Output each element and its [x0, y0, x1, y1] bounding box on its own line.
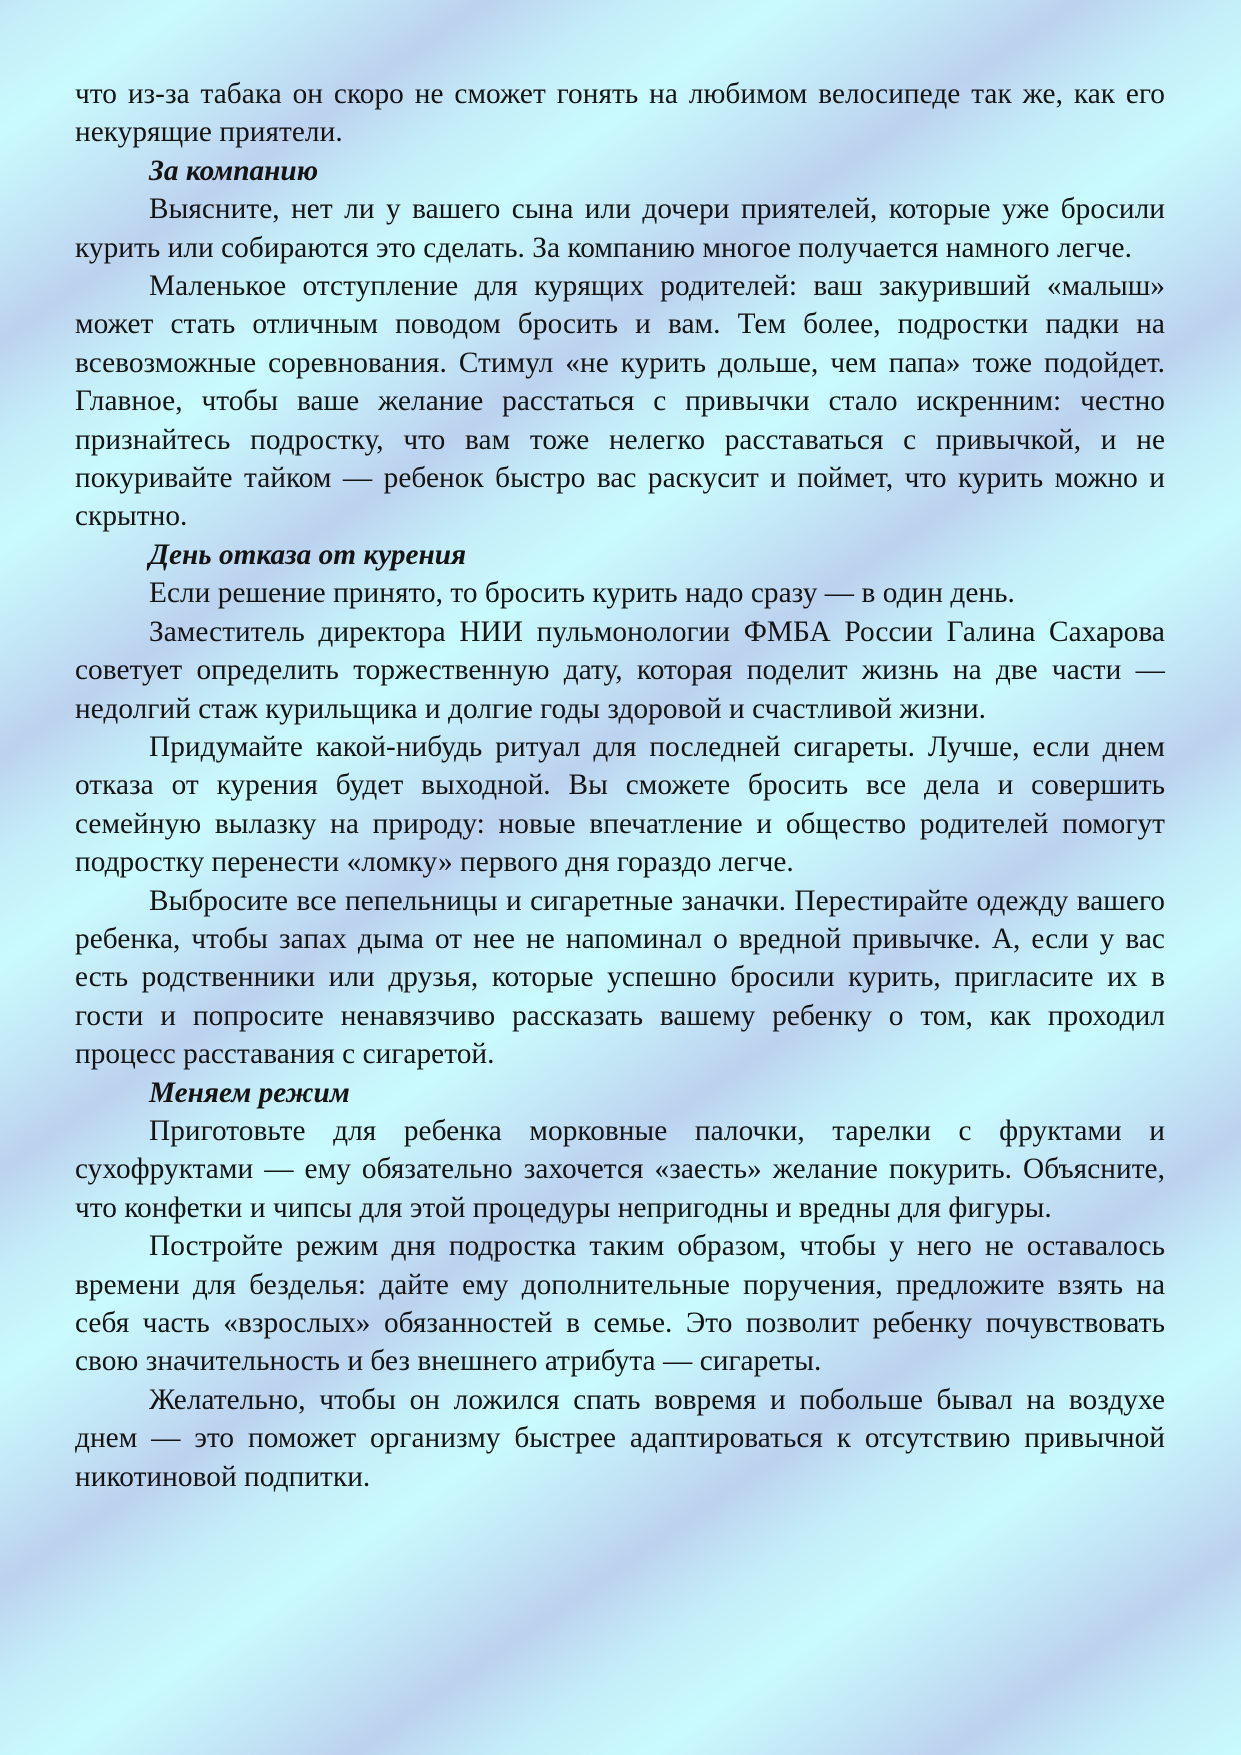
paragraph: Выясните, нет ли у вашего сына или дочери приятелей, которые уже бросили курить или собираются это сделать. За компанию многое получается намного легче. — [75, 193, 1165, 264]
document-page — [75, 75, 1165, 1496]
paragraph-continued: что из-за табака он скоро не сможет гонять на любимом велосипеде так же, как его некурящие приятели. — [75, 78, 1165, 149]
paragraph: Приготовьте для ребенка морковные палочки, тарелки с фруктами и сухофруктами — ему обязательно захочется «заесть» желание покурить. Объясните, что конфетки и чипсы для этой процедуры непригодны и вредны для фигуры. — [75, 1114, 1165, 1224]
paragraph: Желательно, чтобы он ложился спать вовремя и побольше бывал на воздухе днем — это поможет организму быстрее адаптироваться к отсутствию привычной никотиновой подпитки. — [75, 1383, 1165, 1493]
paragraph: Придумайте какой-нибудь ритуал для последней сигареты. Лучше, если днем отказа от курения будет выходной. Вы сможете бросить все дела и совершить семейную вылазку на природу: новые впечатление и общество родителей помогут подростку перенести «ломку» первого дня гораздо легче. — [75, 730, 1165, 879]
paragraph: Выбросите все пепельницы и сигаретные заначки. Перестирайте одежду вашего ребенка, чтобы запах дыма от нее не напоминал о вредной привычке. А, если у вас есть родственники или друзья, которые успешно бросили курить, пригласите их в гости и попросите ненавязчиво рассказать вашему ребенку о том, как проходил процесс расставания с сигаретой. — [75, 884, 1165, 1071]
section-heading-quit-day: День отказа от курения — [149, 538, 467, 571]
section-heading-change-routine: Меняем режим — [149, 1076, 350, 1109]
paragraph: Заместитель директора НИИ пульмонологии ФМБА России Галина Сахарова советует определить торжественную дату, которая поделит жизнь на две части — недолгий стаж курильщика и долгие годы здоровой и счастливой жизни. — [75, 615, 1165, 725]
paragraph: Постройте режим дня подростка таким образом, чтобы у него не оставалось времени для безделья: дайте ему дополнительные поручения, предложите взять на себя часть «взрослых» обязанностей в семье. Это позволит ребенку почувствовать свою значительность и без внешнего атрибута — сигареты. — [75, 1230, 1165, 1378]
paragraph: Маленькое отступление для курящих родителей: ваш закуривший «малыш» может стать отличным поводом бросить и вам. Тем более, подростки падки на всевозможные соревнования. Стимул «не курить дольше, чем папа» тоже подойдет. Главное, чтобы ваше желание расстаться с привычки стало искренним: честно признайтесь подростку, что вам тоже нелегко расставаться с привычкой, и не покуривайте тайком — ребенок быстро вас раскусит и поймет, что курить можно и скрытно. — [75, 270, 1165, 533]
section-heading-company: За компанию — [149, 154, 319, 187]
paragraph: Если решение принято, то бросить курить надо сразу — в один день. — [149, 577, 1015, 610]
